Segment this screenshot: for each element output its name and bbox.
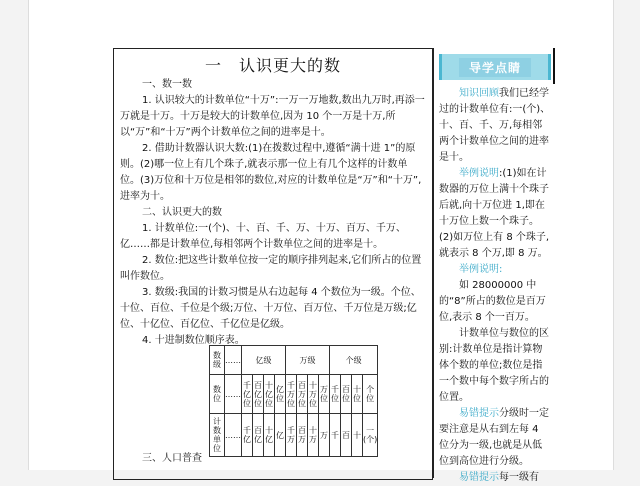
table-cell: 千万 <box>286 414 297 457</box>
group-cell: 万级 <box>286 346 330 375</box>
note-tag: 举例说明: <box>459 264 503 275</box>
sidebar-note <box>439 86 551 166</box>
table-cell: …… <box>225 375 242 414</box>
table-row <box>210 414 378 457</box>
paragraph: 4. 十进制数位顺序表。 <box>142 335 245 346</box>
column-divider <box>433 48 434 478</box>
table-row <box>210 375 378 414</box>
table-cell: 个位 <box>363 375 378 414</box>
table-cell: 十亿位 <box>264 375 275 414</box>
place-value-table <box>209 345 378 457</box>
section-heading-2: 二、认识更大的数 <box>142 207 222 218</box>
page-title: 一 认识更大的数 <box>204 56 341 75</box>
table-cell: 十 <box>352 414 363 457</box>
table-cell: 万位 <box>319 375 330 414</box>
table-cell: 千万位 <box>286 375 297 414</box>
table-cell: 千亿位 <box>242 375 253 414</box>
note-text: 我们已经学过的计数单位有:一(个)、十、百、千、万,每相邻两个计数单位之间的进率是十。 <box>439 88 551 163</box>
note-tag: 知识回顾 <box>459 88 499 99</box>
paragraph: 2. 借助计数器认识大数:(1)在拨数过程中,遵循“满十进 1”的原则。(2)哪一位上有几个珠子,就表示那一位上有几个这样的计数单位。(3)万位和十万位是相邻的数位,对应的计数单位是“万”和“十万”,进率为十。 <box>120 143 422 202</box>
table-cell: 百万 <box>297 414 308 457</box>
table-cell: 亿位 <box>275 375 286 414</box>
main-text <box>120 77 426 349</box>
table-cell: 十万位 <box>308 375 319 414</box>
sidebar-banner <box>439 54 551 80</box>
sidebar-note <box>439 166 551 262</box>
table-cell: 千位 <box>330 375 341 414</box>
sidebar-banner-label: 导学点睛 <box>459 58 531 77</box>
note-tag: 举例说明 <box>459 168 499 179</box>
sidebar-note: 如 28000000 中的“8”所占的数位是百万位,表示 8 个一百万。 <box>439 280 546 323</box>
table-cell: 百位 <box>341 375 352 414</box>
table-cell: …… <box>225 346 242 375</box>
table-row-header: 数位 <box>210 375 225 414</box>
paragraph: 2. 数位:把这些计数单位按一定的顺序排列起来,它们所占的位置叫作数位。 <box>120 255 422 282</box>
note-tag: 易错提示 <box>459 472 499 483</box>
note-tag: 易错提示 <box>459 408 499 419</box>
note-text: :(1)如在计数器的万位上满十个珠子后就,向十万位进 1,即在十万位上数一个珠子。(2)如万位上有 8 个珠子,就表示 8 个万,即 8 万。 <box>439 168 550 259</box>
sidebar <box>439 48 551 483</box>
main-content-box <box>113 48 433 480</box>
table-cell: 百 <box>341 414 352 457</box>
note-text: 每一级有 <box>499 472 539 483</box>
sidebar-note <box>439 470 551 486</box>
table-cell: 十位 <box>352 375 363 414</box>
table-cell: 万 <box>319 414 330 457</box>
table-row-header: 数级 <box>210 346 225 375</box>
table-cell: 百万位 <box>297 375 308 414</box>
section-heading-1: 一、数一数 <box>142 79 192 90</box>
paragraph: 1. 计数单位:一(个)、十、百、千、万、十万、百万、千万、亿……都是计数单位,每相邻两个计数单位之间的进率是十。 <box>120 223 406 250</box>
table-cell: 百亿 <box>253 414 264 457</box>
table-row <box>210 346 378 375</box>
table-row-header: 计数单位 <box>210 414 225 457</box>
paragraph: 3. 数级:我国的计数习惯是从右边起每 4 个数位为一级。个位、十位、百位、千位是个级;万位、十万位、百万位、千万位是万级;亿位、十亿位、百亿位、千亿位是亿级。 <box>120 287 421 330</box>
table-cell: 千 <box>330 414 341 457</box>
note-text: 分级时一定要注意是从右到左每 4 位分为一级,也就是从低位到高位进行分级。 <box>439 408 549 467</box>
paragraph: 1. 认识较大的计数单位“十万”:一万一万地数,数出九万时,再添一万就是十万。十万是较大的计数单位,因为 10 个一万是十万,所以“万”和“十万”两个计数单位之间的进率是十。 <box>120 95 425 138</box>
table-cell: …… <box>225 414 242 457</box>
table-cell: 十亿 <box>264 414 275 457</box>
section-heading-3: 三、人口普查 <box>142 453 202 464</box>
sidebar-note: 计数单位与数位的区别:计数单位是指计算物体个数的单位;数位是指一个数中每个数字所占的位置。 <box>439 328 549 403</box>
table-cell: 千亿 <box>242 414 253 457</box>
sidebar-note-tag-line <box>439 262 551 278</box>
table-cell: 一(个) <box>363 414 378 457</box>
group-cell: 亿级 <box>242 346 286 375</box>
group-cell: 个级 <box>330 346 378 375</box>
table-cell: 十万 <box>308 414 319 457</box>
sidebar-note <box>439 406 551 470</box>
scroll-indicator[interactable] <box>553 48 555 84</box>
table-cell: 百亿位 <box>253 375 264 414</box>
table-cell: 亿 <box>275 414 286 457</box>
document-page <box>28 0 614 483</box>
